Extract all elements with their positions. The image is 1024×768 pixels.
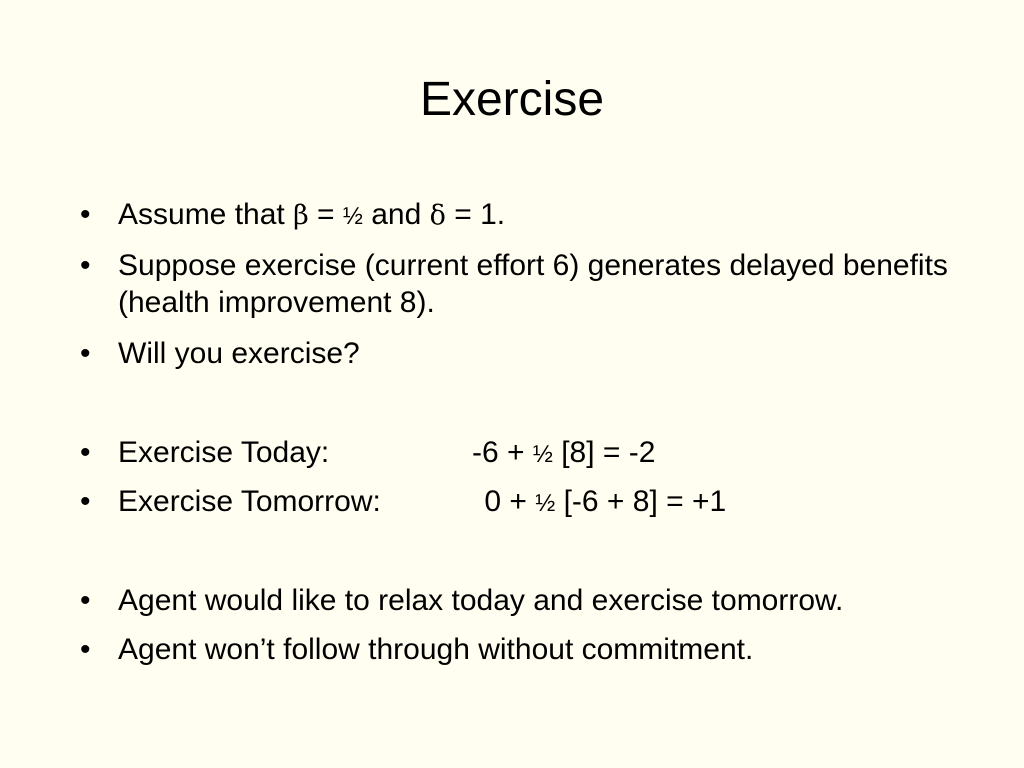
text-segment: = (308, 198, 343, 231)
bullet-text (118, 483, 958, 522)
bullet-marker: • (80, 584, 91, 617)
bullet-marker: • (80, 633, 91, 666)
formula-segment: -6 + (472, 436, 533, 469)
half-fraction: ½ (535, 490, 556, 517)
half-fraction: ½ (532, 441, 553, 468)
bullet-text: Suppose exercise (current effort 6) generates delayed benefits (health improvement 8). (118, 249, 948, 319)
bullet-marker: • (80, 198, 91, 231)
bullet-text (118, 434, 958, 473)
bullet-marker: • (80, 436, 91, 469)
bullet-text (118, 196, 958, 235)
beta-symbol: β (293, 200, 309, 231)
text-segment: and (362, 198, 430, 231)
text-segment: Assume that (118, 198, 294, 231)
formula-segment: [-6 + 8] = +1 (555, 485, 727, 518)
bullet-text: Agent won’t follow through without commitment. (118, 633, 754, 666)
bullet-marker: • (80, 249, 91, 282)
row-label: Exercise Today: (118, 436, 330, 469)
slide-title: Exercise (419, 73, 605, 126)
row-label: Exercise Tomorrow: (118, 485, 381, 518)
bullet-marker: • (80, 485, 91, 518)
formula-segment: 0 + (476, 485, 536, 518)
formula-segment: [8] = -2 (552, 436, 656, 469)
text-segment: = 1. (445, 198, 506, 231)
delta-symbol: δ (429, 200, 446, 231)
half-fraction: ½ (342, 203, 363, 230)
bullet-text: Will you exercise? (118, 337, 360, 370)
bullet-text: Agent would like to relax today and exercise tomorrow. (118, 584, 844, 617)
bullet-marker: • (80, 337, 91, 370)
